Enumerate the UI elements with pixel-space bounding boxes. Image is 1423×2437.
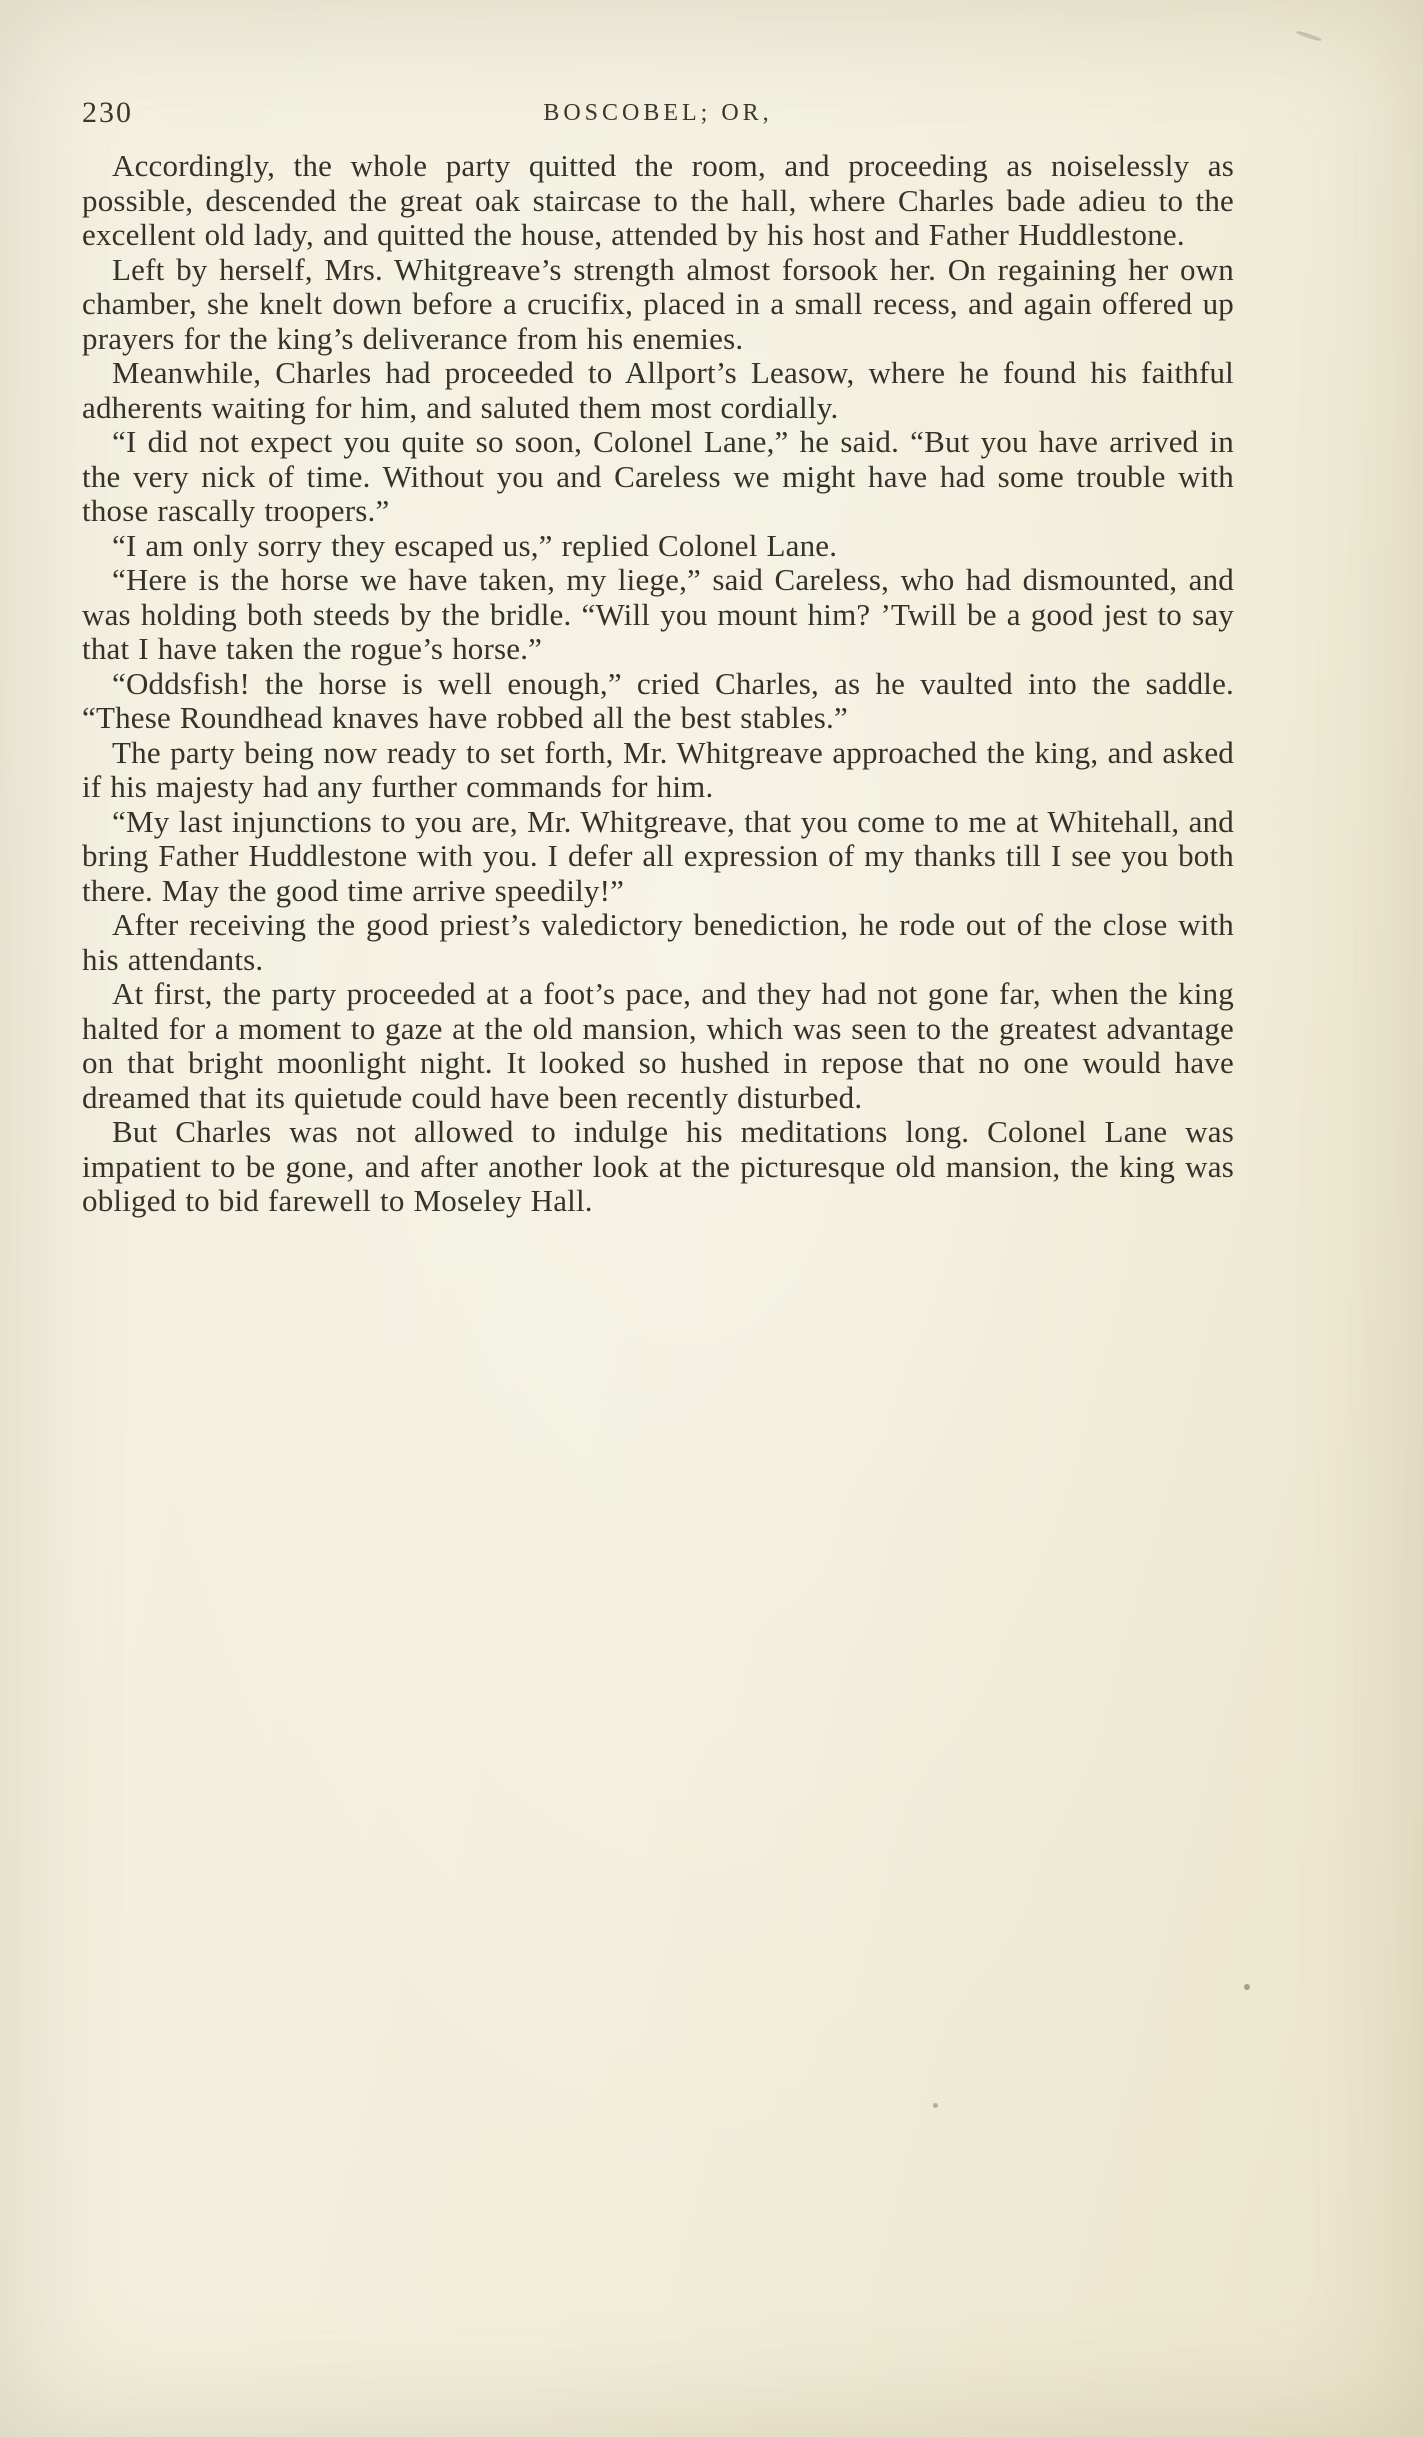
paragraph: At first, the party proceeded at a foot’s pace, and they had not gone far, when the king halted for a moment to gaze at the old mansion, which was seen to the greatest advantage on that bright moonlight night. It looked so hushed in repose that no one would have dreamed that its quietude could have been recently disturbed. xyxy=(82,976,1234,1115)
page-header xyxy=(82,96,1234,134)
paragraph: After receiving the good priest’s valedictory benediction, he rode out of the close with his attendants. xyxy=(82,907,1234,977)
paragraph: Accordingly, the whole party quitted the room, and proceeding as noiselessly as possible, descended the great oak staircase to the hall, where Charles bade adieu to the excellent old lady, and quitted the house, attended by his host and Father Huddlestone. xyxy=(82,148,1234,252)
paragraph: Meanwhile, Charles had proceeded to Allport’s Leasow, where he found his faithful adherents waiting for him, and saluted them most cordially. xyxy=(82,355,1234,425)
paragraph: Left by herself, Mrs. Whitgreave’s strength almost forsook her. On regaining her own chamber, she knelt down before a crucifix, placed in a small recess, and again offered up prayers for the king’s deliverance from his enemies. xyxy=(82,251,1234,356)
paragraph: “My last injunctions to you are, Mr. Whitgreave, that you come to me at Whitehall, and bring Father Huddlestone with you. I defer all expression of my thanks till I see you both there. May the good time arrive speedily!” xyxy=(82,803,1234,908)
paragraph: “I am only sorry they escaped us,” replied Colonel Lane. xyxy=(112,527,838,563)
text-block xyxy=(82,149,1234,1219)
paragraph: “Oddsfish! the horse is well enough,” cried Charles, as he vaulted into the saddle. “These Roundhead knaves have robbed all the best stables.” xyxy=(82,665,1234,735)
paragraph: The party being now ready to set forth, Mr. Whitgreave approached the king, and asked if his majesty had any further commands for him. xyxy=(82,734,1234,804)
paragraph: “I did not expect you quite so soon, Colonel Lane,” he said. “But you have arrived in the very nick of time. Without you and Careless we might have had some trouble with those rascally troopers.” xyxy=(82,424,1234,528)
scan-speck xyxy=(1296,30,1322,42)
page-number: 230 xyxy=(82,96,133,129)
paragraph: “Here is the horse we have taken, my liege,” said Careless, who had dismounted, and was holding both steeds by the bridle. “Will you mount him? ’Twill be a good jest to say that I have taken the rogue’s horse.” xyxy=(82,562,1234,666)
scan-speck xyxy=(1244,1984,1250,1990)
paragraph: But Charles was not allowed to indulge his meditations long. Colonel Lane was impatient to be gone, and after another look at the picturesque old mansion, the king was obliged to bid farewell to Moseley Hall. xyxy=(82,1114,1234,1218)
scan-speck xyxy=(933,2103,938,2108)
running-header: BOSCOBEL; OR, xyxy=(543,100,773,126)
